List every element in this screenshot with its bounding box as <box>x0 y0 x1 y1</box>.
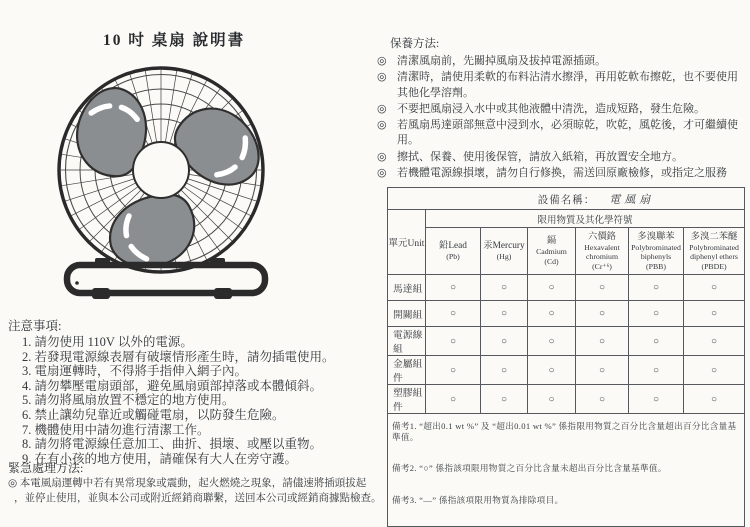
compliance-mark: ○ <box>528 356 576 385</box>
care-item-text: 清潔時，請使用柔軟的布料沾清水擦淨，再用乾軟布擦乾，也不要使用其他化學溶劑。 <box>397 71 738 99</box>
substance-column-header: 多溴聯苯 Polybrominated biphenyls (PBB) <box>629 228 684 275</box>
equipment-name-row <box>388 188 745 210</box>
compliance-mark: ○ <box>684 327 745 356</box>
notice-item: 4. 請勿攀壓電扇頭部，避免風扇頭部掉落或本體傾斜。 <box>22 378 323 393</box>
table-row <box>388 356 745 385</box>
compliance-mark: ○ <box>576 385 629 414</box>
compliance-mark: ○ <box>576 327 629 356</box>
care-item-text: 若風扇馬達頭部無意中浸到水，必須晾乾，吹乾，風乾後，才可繼續使用。 <box>397 119 738 147</box>
compliance-mark: ○ <box>576 356 629 385</box>
care-item-text: 不要把風扇浸入水中或其他液體中清洗，造成短路，發生危險。 <box>397 102 705 115</box>
table-note: 備考3. “—” 係指該項限用物質為排除項目。 <box>392 494 564 505</box>
double-circle-bullet-icon: ◎ <box>377 119 387 132</box>
substance-column-header: 多溴二苯醚 Polybrominated diphenyl ethers (PBDE) <box>684 228 745 275</box>
compliance-mark: ○ <box>629 301 684 327</box>
double-circle-bullet-icon: ◎ <box>377 55 387 67</box>
compliance-mark: ○ <box>481 275 528 301</box>
compliance-mark: ○ <box>528 327 576 356</box>
compliance-mark: ○ <box>528 385 576 414</box>
compliance-mark: ○ <box>684 275 745 301</box>
compliance-mark: ○ <box>481 301 528 327</box>
emergency-heading: 緊急處理方法: <box>8 461 84 475</box>
notice-item: 3. 電扇運轉時，不得將手指伸入網子內。 <box>22 364 248 379</box>
table-note: 備考1. “超出0.1 wt %” 及 “超出0.01 wt %” 係指限用物質之百分比含量超出百分比含量基準值。 <box>392 421 737 442</box>
notice-item: 9. 在有小孩的地方使用，請確保有大人在旁守護。 <box>22 451 298 466</box>
care-item <box>377 54 748 69</box>
notice-item: 2. 若發現電源線表層有破壞情形產生時，請勿插電使用。 <box>22 349 335 364</box>
substance-column-header: 六價鉻 Hexavalent chromium (Cr⁺⁶) <box>576 228 629 275</box>
table-row <box>388 275 745 301</box>
compliance-mark: ○ <box>629 385 684 414</box>
substance-column-header: 汞Mercury (Hg) <box>481 228 528 275</box>
equipment-label: 設備名稱： <box>537 194 596 206</box>
emergency-line: ，並停止使用，並與本公司或附近經銷商聯繫，送回本公司或經銷商據點檢查。 <box>14 492 382 504</box>
notice-heading: 注意事項: <box>8 319 62 333</box>
compliance-mark: ○ <box>426 385 481 414</box>
compliance-mark: ○ <box>481 327 528 356</box>
fan-base <box>67 258 265 299</box>
compliance-mark: ○ <box>528 275 576 301</box>
substance-columns-row <box>388 228 745 275</box>
double-circle-bullet-icon: ◎ <box>377 167 387 180</box>
substances-header-row <box>388 210 745 228</box>
notice-item: 8. 請勿將電源線任意加工、曲折、損壞、或壓以重物。 <box>22 437 323 452</box>
emergency-line: ◎ 本電風扇運轉中若有異常現象或震動，起火燃燒之現象，請儘速將插頭拔起 <box>8 478 367 489</box>
unit-header-cell: 單元Unit <box>388 210 426 275</box>
emergency-section <box>8 459 384 507</box>
notice-item: 5. 請勿將風扇放置不穩定的地方使用。 <box>22 393 235 408</box>
notice-item: 1. 請勿使用 110V 以外的電源。 <box>22 335 193 349</box>
compliance-mark: ○ <box>629 275 684 301</box>
double-circle-bullet-icon: ◎ <box>377 102 387 115</box>
compliance-mark: ○ <box>426 275 481 301</box>
care-item-text: 清潔風扇前，先關掉風扇及拔掉電源插頭。 <box>397 55 606 67</box>
notice-item: 6. 禁止讓幼兒靠近或觸碰電扇，以防發生危險。 <box>22 407 285 422</box>
rohs-table <box>387 187 745 527</box>
compliance-mark: ○ <box>426 356 481 385</box>
page-title: 10 吋 桌扇 說明書 <box>103 32 246 50</box>
table-row <box>388 327 745 356</box>
compliance-mark: ○ <box>481 356 528 385</box>
table-note: 備考2. “○” 係指該項限用物質之百分比含量未超出百分比含量基準值。 <box>392 463 667 473</box>
fan-hub <box>133 142 189 198</box>
unit-row-label: 金屬組件 <box>388 356 426 385</box>
compliance-mark: ○ <box>426 301 481 327</box>
compliance-mark: ○ <box>629 356 684 385</box>
desk-fan-illustration <box>56 62 270 302</box>
care-item-text: 若機體電源線損壞，請勿自行修換，需送回原廠檢修，或指定之服務 <box>397 167 727 180</box>
substance-column-header: 鉛Lead (Pb) <box>426 228 481 275</box>
compliance-mark: ○ <box>528 301 576 327</box>
care-item <box>377 102 748 117</box>
compliance-mark: ○ <box>684 301 745 327</box>
care-item <box>377 118 748 149</box>
substances-header-cell: 限用物質及其化學符號 <box>426 210 745 228</box>
equipment-name: 電風扇 <box>609 193 655 206</box>
double-circle-bullet-icon: ◎ <box>377 150 387 163</box>
desk-fan-drawing <box>56 62 270 302</box>
care-item <box>377 150 748 165</box>
care-section <box>377 35 748 182</box>
equipment-name-cell <box>388 188 745 210</box>
double-circle-bullet-icon: ◎ <box>377 71 387 84</box>
care-item-text: 擦拭、保養、使用後保管，請放入紙箱，再放置安全地方。 <box>397 150 683 163</box>
unit-row-label: 開關組 <box>388 301 426 327</box>
substance-column-header: 鎘 Cadmium (Cd) <box>528 228 576 275</box>
table-notes-row <box>388 414 745 527</box>
care-item <box>377 166 748 181</box>
compliance-mark: ○ <box>684 385 745 414</box>
unit-row-label: 電源線組 <box>388 327 426 356</box>
table-row <box>388 385 745 414</box>
compliance-mark: ○ <box>426 327 481 356</box>
unit-row-label: 馬達組 <box>388 275 426 301</box>
compliance-mark: ○ <box>629 327 684 356</box>
compliance-mark: ○ <box>576 275 629 301</box>
table-row <box>388 301 745 327</box>
notice-section <box>8 316 382 466</box>
compliance-mark: ○ <box>576 301 629 327</box>
care-heading: 保養方法: <box>390 38 440 50</box>
care-item <box>377 70 748 101</box>
compliance-mark: ○ <box>684 356 745 385</box>
compliance-mark: ○ <box>481 385 528 414</box>
table-notes-cell <box>388 414 745 527</box>
unit-row-label: 塑膠組件 <box>388 385 426 414</box>
notice-item: 7. 機體使用中請勿進行清潔工作。 <box>22 422 210 437</box>
